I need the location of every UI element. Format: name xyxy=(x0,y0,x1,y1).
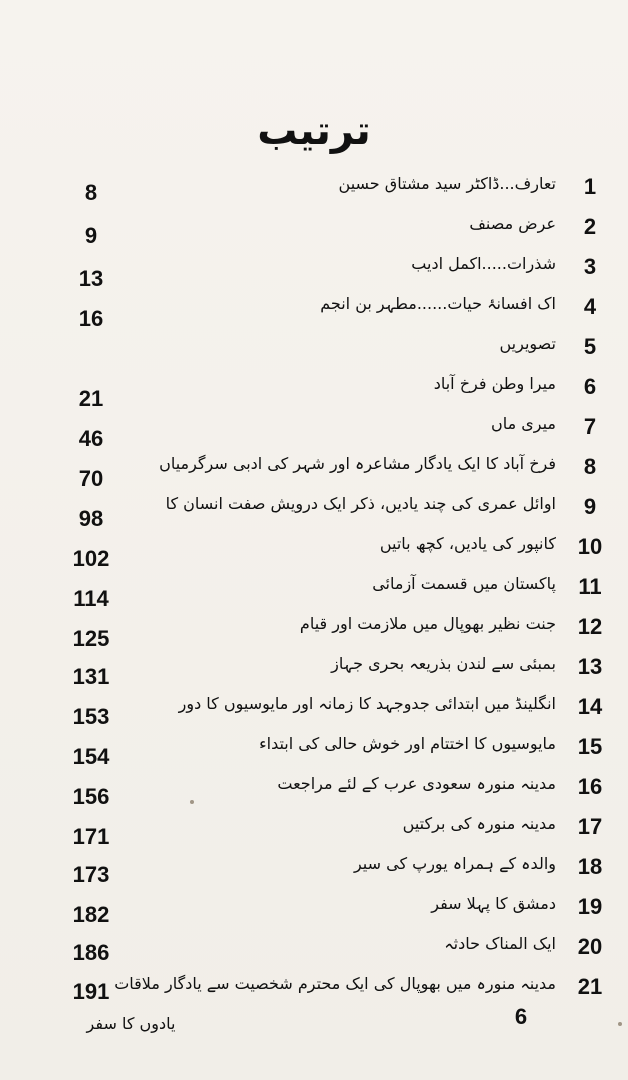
toc-entry-title: شذرات.....اکمل ادیب xyxy=(411,254,556,273)
toc-entry-page: 16 xyxy=(78,306,104,331)
toc-entry-title: میری ماں xyxy=(490,414,556,433)
toc-entry-page: 154 xyxy=(72,744,110,769)
toc-entry-page: 153 xyxy=(72,704,110,729)
toc-entry-number: 14 xyxy=(577,694,603,719)
toc-entry-title: تصویریں xyxy=(499,334,556,353)
toc-entry-number: 15 xyxy=(577,734,603,759)
toc-entry-page: 131 xyxy=(72,664,110,689)
toc-entry-title: پاکستان میں قسمت آزمائی xyxy=(372,574,556,593)
toc-entry-number: 20 xyxy=(577,934,603,959)
toc-entry-page: 102 xyxy=(72,546,110,571)
toc-entry-number: 7 xyxy=(583,414,597,439)
footer-book-title: یادوں کا سفر xyxy=(86,1014,176,1033)
toc-entry-page: 21 xyxy=(78,386,104,411)
toc-entry-number: 11 xyxy=(578,574,602,599)
toc-entry-number: 17 xyxy=(577,814,603,839)
toc-entry-title: جنت نظیر بھوپال میں ملازمت اور قیام xyxy=(299,614,556,633)
toc-entry-number: 5 xyxy=(583,334,597,359)
toc-entry-number: 3 xyxy=(583,254,597,279)
toc-entry xyxy=(0,328,628,364)
toc-entry-number: 16 xyxy=(577,774,603,799)
toc-entry-title: مدینہ منورہ سعودی عرب کے لئے مراجعت xyxy=(277,774,556,793)
toc-entry-number: 8 xyxy=(583,454,597,479)
toc-entry-page: 114 xyxy=(73,586,109,611)
toc-entry-title: مدینہ منورہ میں بھوپال کی ایک محترم شخصیت سے یادگار ملاقات xyxy=(114,974,556,993)
toc-entry-number: 6 xyxy=(583,374,597,399)
toc-entry-title: فرخ آباد کا ایک یادگار مشاعرہ اور شہر کی ادبی سرگرمیاں xyxy=(159,454,556,473)
toc-entry-number: 2 xyxy=(583,214,597,239)
toc-entry-number: 10 xyxy=(577,534,603,559)
toc-entry-number: 4 xyxy=(583,294,597,319)
paper-speck xyxy=(618,1022,622,1026)
toc-entry-page: 70 xyxy=(78,466,104,491)
toc-entry-number: 19 xyxy=(577,894,603,919)
toc-entry-title: والدہ کے ہمراہ یورپ کی سیر xyxy=(353,854,556,873)
toc-entry-page: 171 xyxy=(72,824,110,849)
footer-page-number: 6 xyxy=(514,1004,528,1029)
toc-entry-page: 182 xyxy=(72,902,110,927)
paper-speck xyxy=(190,800,194,804)
toc-entry-page: 8 xyxy=(84,180,98,205)
toc-entry-title: بمبئی سے لندن بذریعہ بحری جہاز xyxy=(331,654,556,673)
toc-entry-title: اوائل عمری کی چند یادیں، ذکر ایک درویش صفت انسان کا xyxy=(165,494,556,513)
toc-entry-title: دمشق کا پہلا سفر xyxy=(431,894,556,913)
toc-entry-number: 21 xyxy=(577,974,603,999)
toc-entry-page: 9 xyxy=(84,223,98,248)
toc-entry-page: 156 xyxy=(72,784,110,809)
toc-entry-page: 173 xyxy=(72,862,110,887)
toc-entry-page: 186 xyxy=(72,940,110,965)
toc-entry-title: مایوسیوں کا اختتام اور خوش حالی کی ابتداء xyxy=(259,734,556,753)
toc-entry-number: 18 xyxy=(577,854,603,879)
toc-entry-title: تعارف...ڈاکٹر سید مشتاق حسین xyxy=(338,174,556,193)
toc-entry-page: 46 xyxy=(78,426,104,451)
toc-entry-title: اک افسانۂ حیات......مطہر بن انجم xyxy=(320,294,556,313)
toc-entry-title: مدینہ منورہ کی برکتیں xyxy=(402,814,556,833)
toc-entry-title: عرض مصنف xyxy=(469,214,556,233)
toc-entry-number: 12 xyxy=(577,614,603,639)
toc-entry-title: کانپور کی یادیں، کچھ باتیں xyxy=(379,534,556,553)
toc-entry-page: 125 xyxy=(72,626,110,651)
toc-entry-page: 13 xyxy=(78,266,104,291)
toc-entry-page: 191 xyxy=(72,979,110,1004)
toc-entry-title: میرا وطن فرخ آباد xyxy=(433,374,556,393)
toc-entry-number: 13 xyxy=(577,654,603,679)
toc-entry-number: 1 xyxy=(583,174,597,199)
toc-entry-title: ایک المناک حادثہ xyxy=(444,934,556,953)
toc-entry-title: انگلینڈ میں ابتدائی جدوجہد کا زمانہ اور مایوسیوں کا دور xyxy=(178,694,556,713)
page-title: ترتیب xyxy=(257,108,371,154)
toc-entry-number: 9 xyxy=(583,494,597,519)
toc-entry-page: 98 xyxy=(78,506,104,531)
